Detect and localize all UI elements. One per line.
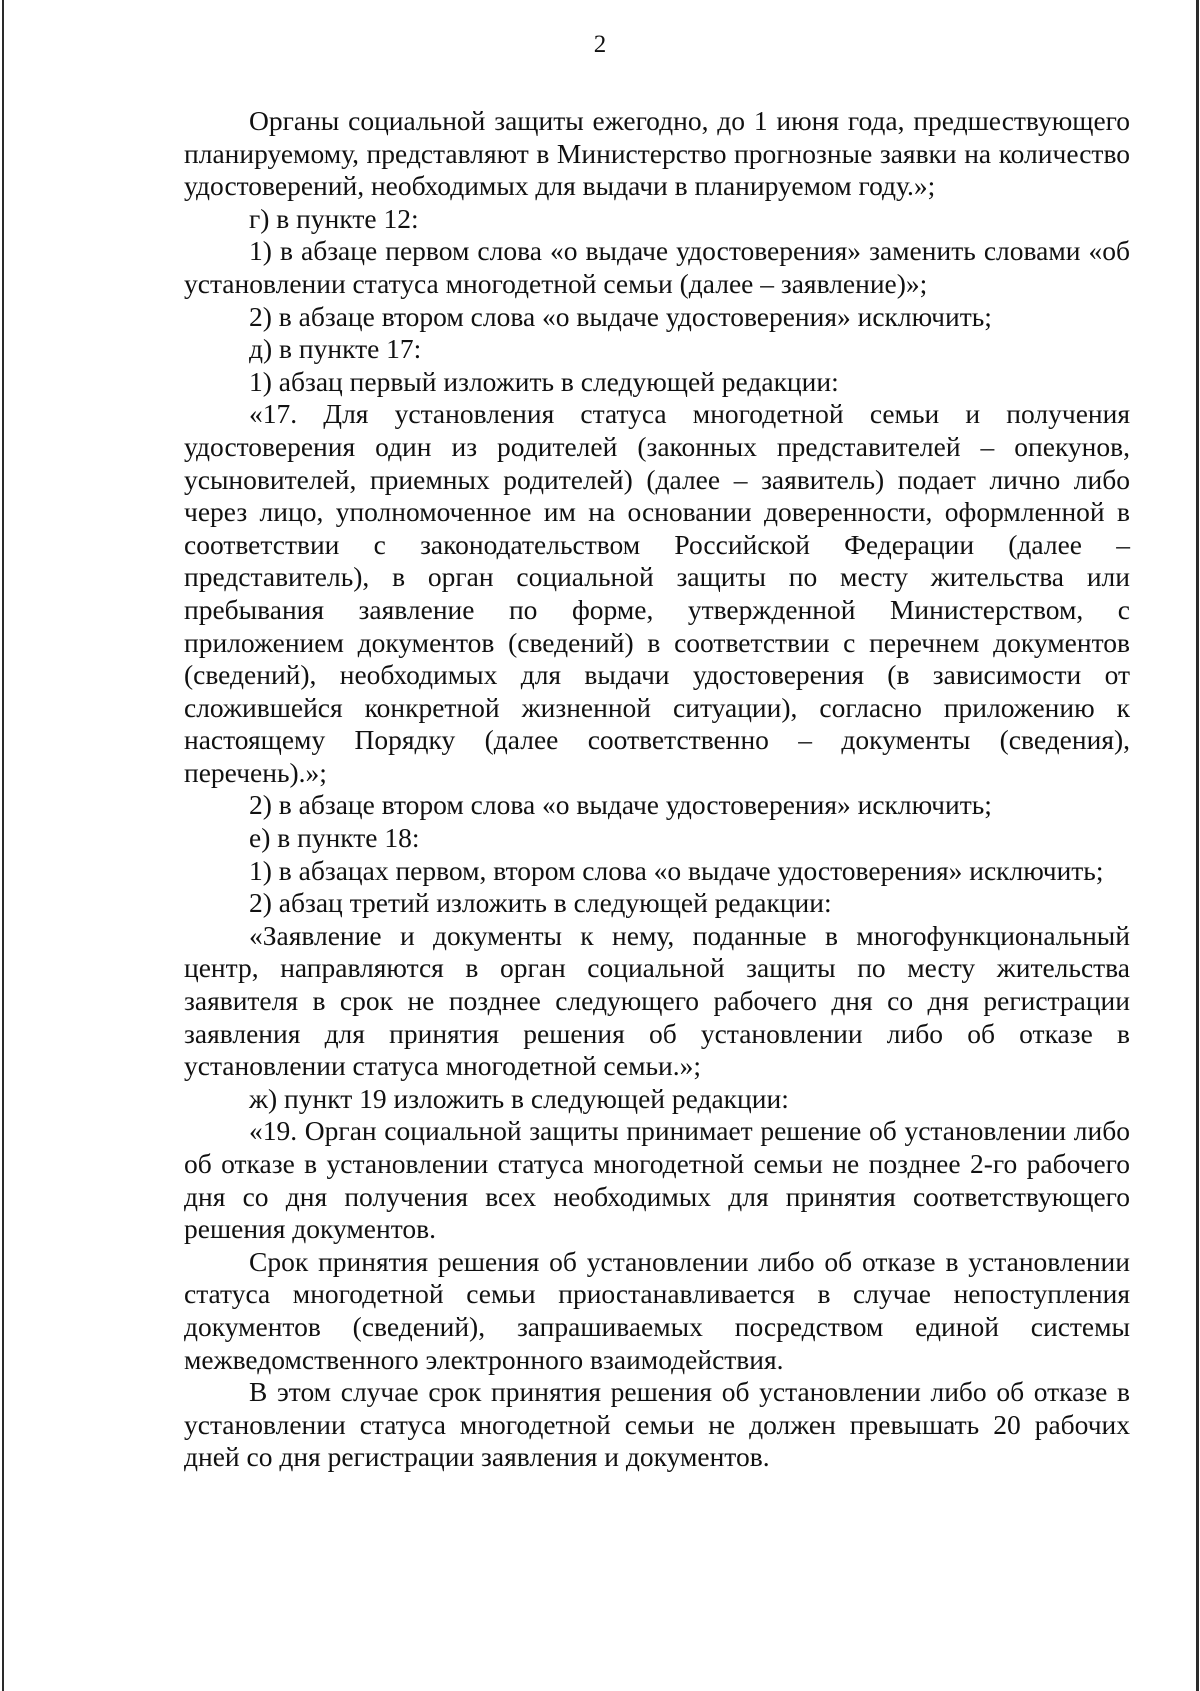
paragraph: г) в пункте 12: xyxy=(249,202,419,234)
paragraph: е) в пункте 18: xyxy=(249,822,420,854)
paragraph: В этом случае срок принятия решения об установлении либо об отказе в установлении статуса многодетной семьи не должен превышать 20 рабочих дней со дня регистрации заявления и документов. xyxy=(184,1376,1130,1473)
paragraph: 1) абзац первый изложить в следующей редакции: xyxy=(249,365,839,397)
paragraph: 1) в абзацах первом, втором слова «о выдаче удостоверения» исключить; xyxy=(249,854,1104,886)
page-number: 2 xyxy=(593,31,607,58)
paragraph: 1) в абзаце первом слова «о выдаче удостоверения» заменить словами «об установлении статуса многодетной семьи (далее – заявление)»; xyxy=(184,235,1130,299)
paragraph: Срок принятия решения об установлении либо об отказе в установлении статуса многодетной семьи приостанавливается в случае непоступления документов (сведений), запрашиваемых посредством единой системы межведомственного электронного взаимодействия. xyxy=(184,1245,1130,1375)
scan-edge-left xyxy=(2,0,4,1691)
paragraph: 2) в абзаце втором слова «о выдаче удостоверения» исключить; xyxy=(249,789,992,821)
paragraph: Органы социальной защиты ежегодно, до 1 июня года, предшествующего планируемому, представляют в Министерство прогнозные заявки на количество удостоверений, необходимых для выдачи в планируемом году.»; xyxy=(184,105,1130,202)
document-body xyxy=(184,105,1130,1474)
paragraph: «19. Орган социальной защиты принимает решение об установлении либо об отказе в установлении статуса многодетной семьи не позднее 2-го рабочего дня со дня получения всех необходимых для принятия соответствующего решения документов. xyxy=(184,1115,1130,1245)
paragraph: ж) пункт 19 изложить в следующей редакции: xyxy=(249,1082,789,1114)
scan-edge-right xyxy=(1196,0,1199,1691)
paragraph: 2) в абзаце втором слова «о выдаче удостоверения» исключить; xyxy=(249,300,992,332)
paragraph: «17. Для установления статуса многодетной семьи и получения удостоверения один из родителей (законных представителей – опекунов, усыновителей, приемных родителей) (далее – заявитель) подает лично либо через лицо, уполномоченное им на основании доверенности, оформленной в соответствии с законодательством Российской Федерации (далее – представитель), в орган социальной защиты по месту жительства или пребывания заявление по форме, утвержденной Министерством, с приложением документов (сведений) в соответствии с перечнем документов (сведений), необходимых для выдачи удостоверения (в зависимости от сложившейся конкретной жизненной ситуации), согласно приложению к настоящему Порядку (далее соответственно – документы (сведения), перечень).»; xyxy=(184,398,1130,788)
paragraph: «Заявление и документы к нему, поданные в многофункциональный центр, направляются в орган социальной защиты по месту жительства заявителя в срок не позднее следующего рабочего дня со дня регистрации заявления для принятия решения об установлении либо об отказе в установлении статуса многодетной семьи.»; xyxy=(184,919,1130,1082)
paragraph: 2) абзац третий изложить в следующей редакции: xyxy=(249,887,832,919)
paragraph: д) в пункте 17: xyxy=(249,333,422,365)
